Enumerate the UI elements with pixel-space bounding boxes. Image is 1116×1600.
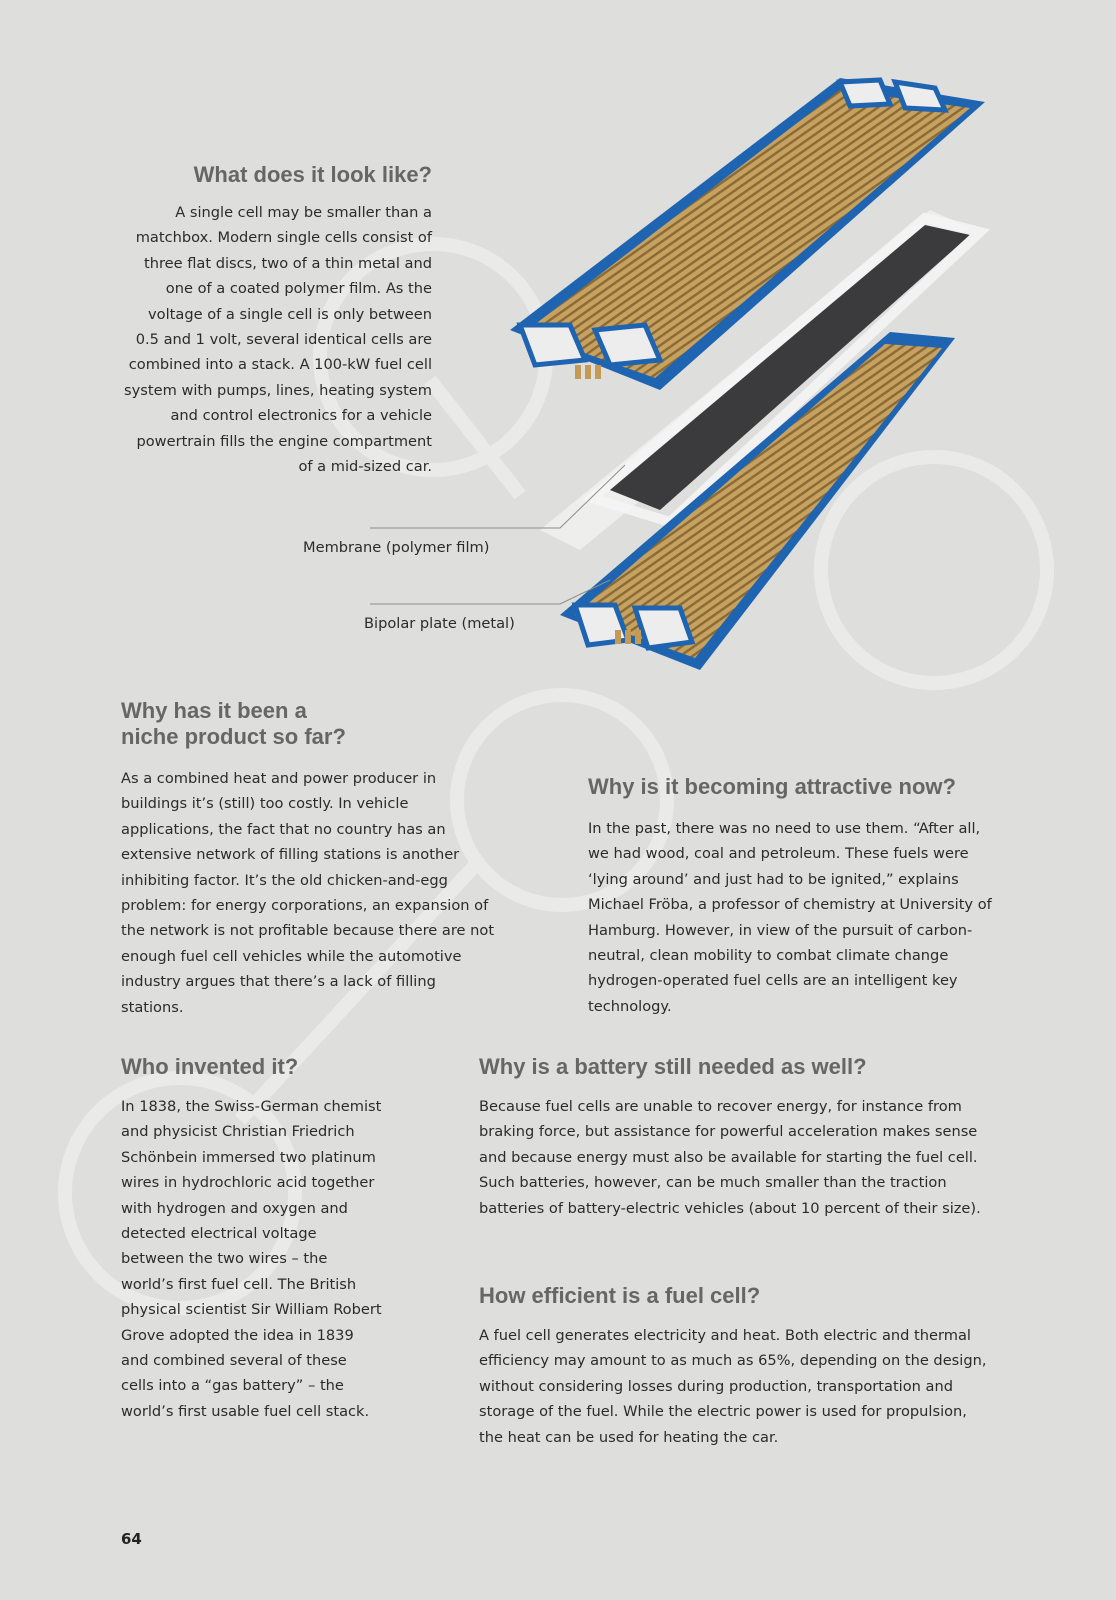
section-inventor-body: In 1838, the Swiss-German chemist and physicist Christian Friedrich Schönbein immersed two platinum wires in hydrochloric acid together with hydrogen and oxygen and detected electrical voltage between the two wires – the world’s first fuel cell. The British physical scientist Sir William Robert Grove adopted the idea in 1839 and combined several of these cells into a “gas battery” – the world’s first usable fuel cell stack. [121,1098,382,1420]
section-inventor-title: Who invented it? [121,1054,299,1079]
section-battery-body: Because fuel cells are unable to recover energy, for instance from braking force, but assistance for powerful acceleration makes sense and because energy must also be available for starting the fuel cell. Such batteries, however, can be much smaller than the traction batteries of battery-electric vehicles (about 10 percent of their size). [479,1098,981,1217]
section-niche [121,698,499,1020]
page-number: 64 [121,1530,142,1548]
section-niche-title-line1: Why has it been a [121,698,307,723]
section-efficiency-body: A fuel cell generates electricity and heat. Both electric and thermal efficiency may amount to as much as 65%, depending on the design, without considering losses during production, transportation and storage of the fuel. While the electric power is used for propulsion, the heat can be used for heating the car. [479,1327,987,1446]
section-look [120,162,432,479]
section-niche-title-line2: niche product so far? [121,724,346,749]
membrane-label: Membrane (polymer film) [303,539,490,556]
section-efficiency-title: How efficient is a fuel cell? [479,1283,761,1308]
section-niche-body: As a combined heat and power producer in buildings it’s (still) too costly. In vehicle applications, the fact that no country has an extensive network of filling stations is another inhibiting factor. It’s the old chicken-and-egg problem: for energy corporations, an expansion of the network is not profitable because there are not enough fuel cell vehicles while the automotive industry argues that there’s a lack of filling stations. [121,770,495,1016]
bipolar-plate-label: Bipolar plate (metal) [364,615,515,632]
section-attractive [588,774,1000,1019]
section-look-body: A single cell may be smaller than a matchbox. Modern single cells consist of three flat discs, two of a thin metal and one of a coated polymer film. As the voltage of a single cell is only between 0.5 and 1 volt, several identical cells are combined into a stack. A 100-kW fuel cell system with pumps, lines, heating system and control electronics for a vehicle powertrain fills the engine compartment of a mid-sized car. [124,204,432,476]
section-inventor [121,1054,383,1424]
section-niche-title [121,698,499,750]
section-attractive-title: Why is it becoming attractive now? [588,774,956,799]
section-look-title: What does it look like? [193,162,432,187]
section-attractive-body: In the past, there was no need to use them. “After all, we had wood, coal and petroleum. These fuels were ‘lying around’ and just had to be ignited,” explains Michael Fröba, a professor of chemistry at University of Hamburg. However, in view of the pursuit of carbon-neutral, clean mobility to combat climate change hydrogen-operated fuel cells are an intelligent key technology. [588,820,992,1015]
section-battery [479,1054,999,1221]
section-battery-title: Why is a battery still needed as well? [479,1054,867,1079]
section-efficiency [479,1283,989,1450]
fuel-cell-exploded-illustration [370,60,1070,700]
